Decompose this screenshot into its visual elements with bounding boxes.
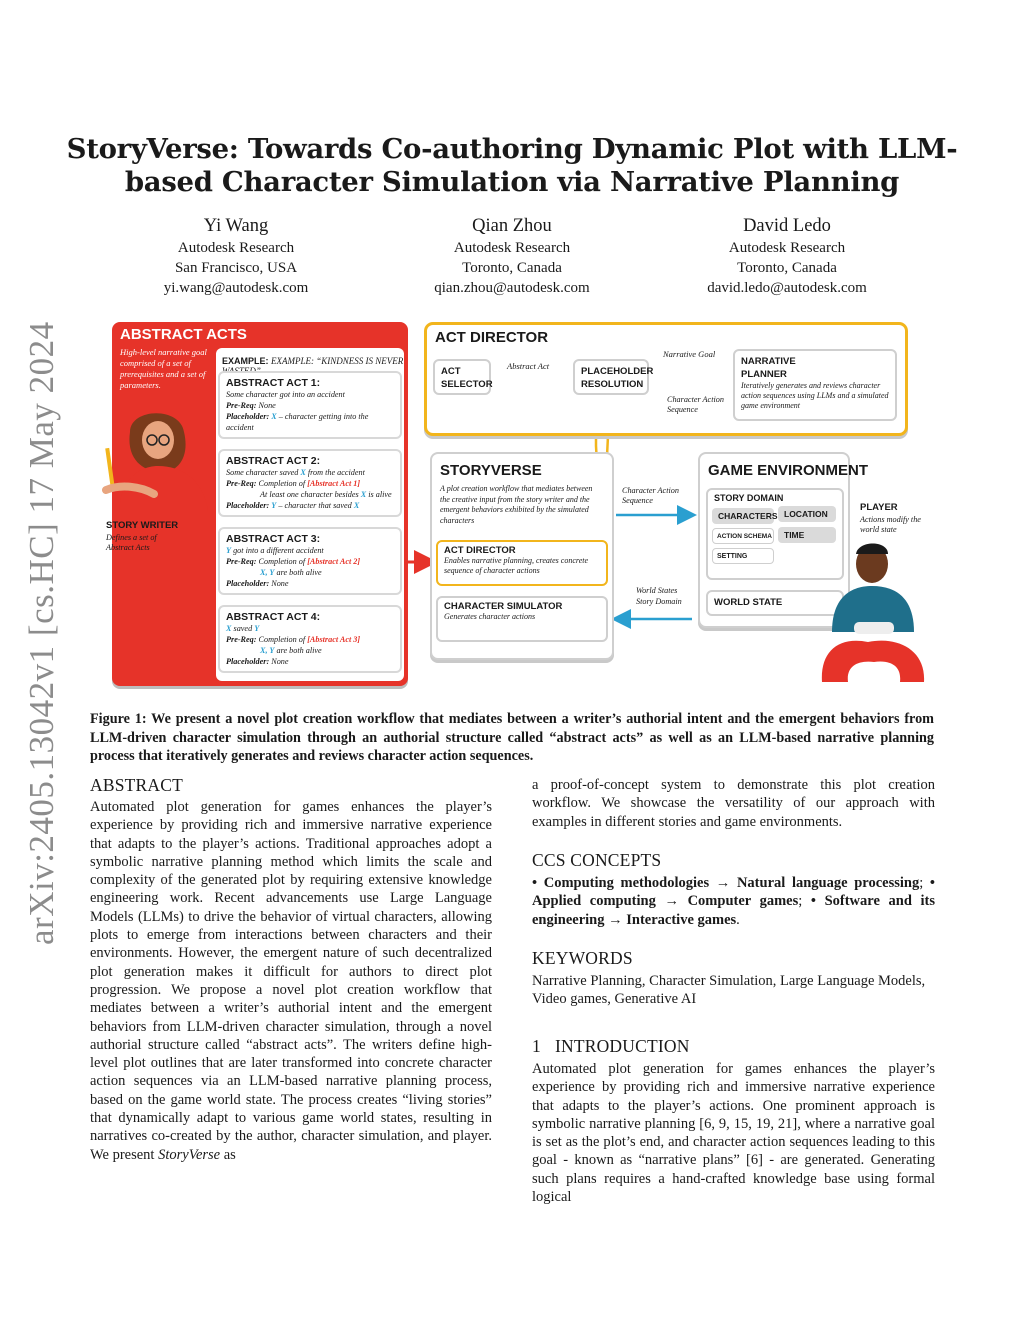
- author-affiliation: Autodesk Research: [177, 240, 295, 256]
- prereq-text-2: are both alive: [274, 646, 322, 655]
- section-title: INTRODUCTION: [554, 1036, 690, 1056]
- prereq-label: Pre-Req:: [226, 479, 257, 488]
- keywords-heading: KEYWORDS: [532, 948, 633, 968]
- ccs-sep: ;: [798, 893, 811, 910]
- author-email: qian.zhou@autodesk.com: [434, 280, 590, 296]
- placeholder-var: X: [271, 412, 277, 421]
- ccs-text: [532, 874, 935, 929]
- player-illustration: [818, 532, 938, 688]
- abstract-as: as: [220, 1146, 236, 1163]
- ccs-item-1: • Computing methodologies → Natural language processing: [532, 875, 920, 891]
- player-desc: Actions modify the world state: [860, 515, 921, 534]
- abstract-act-1: [218, 371, 402, 439]
- act-var: X: [226, 624, 232, 633]
- character-simulator-box: [436, 596, 608, 642]
- abstract-text: [90, 798, 492, 1164]
- author-email: david.ledo@autodesk.com: [707, 280, 867, 296]
- abstract-acts-header: ABSTRACT ACTS: [120, 326, 247, 343]
- ccs-end: .: [736, 911, 740, 928]
- prereq-ref: [Abstract Act 1]: [307, 479, 361, 488]
- story-writer-desc: Defines a set of Abstract Acts: [106, 533, 157, 552]
- abstract-body: Automated plot generation for games enhances the player’s experience by providing rich and immersive narrative experience that adapts to the player’s actions. Traditional approaches adopt a symbolic narrative planning method which limits the scale and complexity of the generated plot by requiring extensive knowledge engineering work. Recent advancements use Large Language Models (LLMs) to drive the behavior of virtual characters, allowing plots to emerge from interactions between characters and their environments. However, the emergent nature of such decentralized plot generation makes it difficult for authors to direct plot progression. We propose a novel plot creation workflow that mediates between a writer’s authorial intent and the emergent behaviors from LLM-driven character simulation, through a novel authorial structure called “abstract acts”. The writers define high-level plot outlines that are later transformed into concrete character action sequences via an LLM-based narrative planning process, based on the game world state. The process creates “living stories” that dynamically adapt to various game world states, resulting in narratives co-created by the author, character simulation, and player. We present: [90, 799, 492, 1163]
- act-title: ABSTRACT ACT 2:: [226, 455, 321, 467]
- prereq-var: X, Y: [260, 646, 275, 655]
- system-name: StoryVerse: [158, 1146, 221, 1163]
- prereq-text: Completion of: [258, 479, 308, 488]
- narrative-goal-label: Narrative Goal: [663, 349, 716, 359]
- storyverse-desc: A plot creation workflow that mediates between the creative input from the story writer and the emergent behaviors exhibited by the simulated characters: [440, 484, 593, 525]
- player-label: PLAYER: [860, 502, 898, 513]
- author-name: Yi Wang: [203, 216, 269, 236]
- abstract-acts-desc: High-level narrative goal comprised of a set of prerequisites and a set of parameters.: [120, 347, 207, 390]
- act-title: ABSTRACT ACT 1:: [226, 377, 321, 389]
- act-line: saved: [231, 624, 255, 633]
- act-line: Some character got into an accident: [226, 390, 345, 399]
- story-domain-label: Story Domain: [636, 597, 682, 606]
- abstract-act-2: [218, 449, 402, 517]
- ccs-item-3: • Software and its engineering → Interactive games: [532, 893, 936, 928]
- storyverse-act-director: [436, 540, 608, 586]
- author-block: [382, 215, 642, 298]
- abstract-act-arrow-label: Abstract Act: [507, 361, 550, 371]
- story-writer-label: STORY WRITER: [106, 520, 179, 531]
- prereq-text: Completion of: [258, 635, 308, 644]
- ccs-sep: ;: [919, 875, 930, 891]
- char-action-seq-label: Character Action Sequence: [667, 395, 724, 414]
- cs-desc: Generates character actions: [444, 612, 536, 621]
- intro-heading: [532, 1035, 935, 1057]
- placeholder-label: Placeholder:: [226, 579, 270, 588]
- setting-chip: SETTING: [712, 548, 774, 564]
- act-line: Some character saved: [226, 468, 301, 477]
- prereq-var: X: [360, 490, 367, 499]
- act-var-2: Y: [254, 624, 260, 633]
- ccs-heading: CCS CONCEPTS: [532, 850, 662, 870]
- prereq-text: None: [258, 401, 276, 410]
- ccs-item-2: • Applied computing → Computer games: [532, 875, 935, 910]
- act-director-header: ACT DIRECTOR: [435, 329, 549, 346]
- placeholder-text: – character that saved: [276, 501, 354, 510]
- placeholder-label: Placeholder:: [226, 412, 270, 421]
- storyverse-header: STORYVERSE: [440, 462, 542, 479]
- act-line: got into a different accident: [231, 546, 324, 555]
- section-number: 1: [532, 1036, 541, 1056]
- abstract-heading: ABSTRACT: [90, 775, 184, 795]
- placeholder-text: None: [271, 579, 289, 588]
- author-name: David Ledo: [743, 216, 831, 236]
- act-var: X: [300, 468, 306, 477]
- prereq-text-2: are both alive: [274, 568, 322, 577]
- paper-title: StoryVerse: Towards Co-authoring Dynamic Plot with LLM-based Character Simulation via Narrative Planning: [66, 133, 958, 198]
- prereq-text: Completion of: [258, 557, 308, 566]
- storyverse-panel: [430, 452, 614, 660]
- intro-text: Automated plot generation for games enhances the player’s experience by providing rich and immersive narrative experience that adapts to the player’s actions. One prominent approach is symbolic narrative planning [6, 9, 15, 19, 21], where a narrative goal is set as the plot’s end, and character action sequences leading to this goal - known as “narrative plans” [6] - are generated. Generating such plans requires a hand-crafted knowledge base using formal logical: [532, 1061, 935, 1206]
- placeholder-resolution-box: PLACEHOLDER RESOLUTION: [573, 359, 649, 395]
- arxiv-stamp: arXiv:2405.13042v1 [cs.HC] 17 May 2024: [22, 321, 61, 945]
- prereq-label: Pre-Req:: [226, 635, 257, 644]
- figure-1: [86, 318, 938, 690]
- act-director-panel: [424, 322, 908, 436]
- placeholder-var: Y: [271, 501, 277, 510]
- author-location: Toronto, Canada: [462, 260, 562, 276]
- time-chip: TIME: [778, 527, 836, 543]
- figure-caption: Figure 1: We present a novel plot creation workflow that mediates between a writer’s authorial intent and the emergent behaviors from LLM-driven character simulation through an authorial structure called “abstract acts” as well as an LLM-based narrative planning process that iteratively generates and reviews character action sequences.: [90, 711, 934, 764]
- act-var: Y: [226, 546, 232, 555]
- author-location: San Francisco, USA: [174, 260, 298, 276]
- abstract-acts-card: [216, 348, 404, 681]
- placeholder-var-2: X: [353, 501, 360, 510]
- game-env-header: GAME ENVIRONMENT: [708, 462, 869, 479]
- location-chip: LOCATION: [778, 506, 836, 522]
- characters-chip: CHARACTERS: [712, 508, 774, 524]
- char-action-seq-arrow-label: Character Action Sequence: [622, 486, 679, 505]
- act-title: ABSTRACT ACT 4:: [226, 611, 321, 623]
- author-affiliation: Autodesk Research: [728, 240, 846, 256]
- prereq-text-3: is alive: [366, 490, 392, 499]
- ad-title: ACT DIRECTOR: [444, 545, 516, 556]
- story-writer-illustration: [100, 402, 210, 512]
- prereq-var: X, Y: [260, 568, 275, 577]
- keywords-text: Narrative Planning, Character Simulation, Large Language Models, Video games, Generative AI: [532, 973, 926, 1008]
- prereq-label: Pre-Req:: [226, 401, 257, 410]
- author-email: yi.wang@autodesk.com: [163, 280, 309, 296]
- author-block: [106, 215, 366, 298]
- act-line-post: from the accident: [305, 468, 365, 477]
- prereq-text-2: At least one character besides: [260, 490, 361, 499]
- narrative-planner-desc: Iteratively generates and reviews character action sequences using LLMs and a simulated game environment: [741, 381, 889, 410]
- author-location: Toronto, Canada: [737, 260, 837, 276]
- example-text: EXAMPLE: “KINDNESS IS NEVER: [271, 356, 404, 366]
- world-states-label: World States: [636, 586, 678, 595]
- story-domain-title: STORY DOMAIN: [714, 493, 784, 503]
- placeholder-text: – character getting into the accident: [226, 412, 369, 432]
- author-affiliation: Autodesk Research: [453, 240, 571, 256]
- cs-title: CHARACTER SIMULATOR: [444, 601, 563, 612]
- ad-desc: Enables narrative planning, creates concrete sequence of character actions: [444, 556, 589, 575]
- abstract-act-3: [218, 527, 402, 595]
- prereq-label: Pre-Req:: [226, 557, 257, 566]
- placeholder-label: Placeholder:: [226, 657, 270, 666]
- act-title: ABSTRACT ACT 3:: [226, 533, 321, 545]
- action-schema-chip: ACTION SCHEMA: [712, 528, 774, 544]
- world-state-box: WORLD STATE: [706, 590, 844, 616]
- author-block: [657, 215, 917, 298]
- act-selector-box: ACT SELECTOR: [433, 359, 491, 395]
- abstract-continued: a proof-of-concept system to demonstrate this plot creation workflow. We showcase the versatility of our approach with examples in different stories and game environments.: [532, 777, 935, 830]
- example-label: EXAMPLE: EXAMPLE: “KINDNESS IS NEVER: [222, 356, 404, 376]
- placeholder-label: Placeholder:: [226, 501, 270, 510]
- author-name: Qian Zhou: [472, 216, 552, 236]
- placeholder-text: None: [271, 657, 289, 666]
- narrative-planner-box: [733, 349, 897, 421]
- abstract-act-4: [218, 605, 402, 673]
- prereq-ref: [Abstract Act 3]: [307, 635, 361, 644]
- prereq-ref: [Abstract Act 2]: [307, 557, 361, 566]
- narrative-planner-title: NARRATIVE PLANNER: [741, 356, 796, 380]
